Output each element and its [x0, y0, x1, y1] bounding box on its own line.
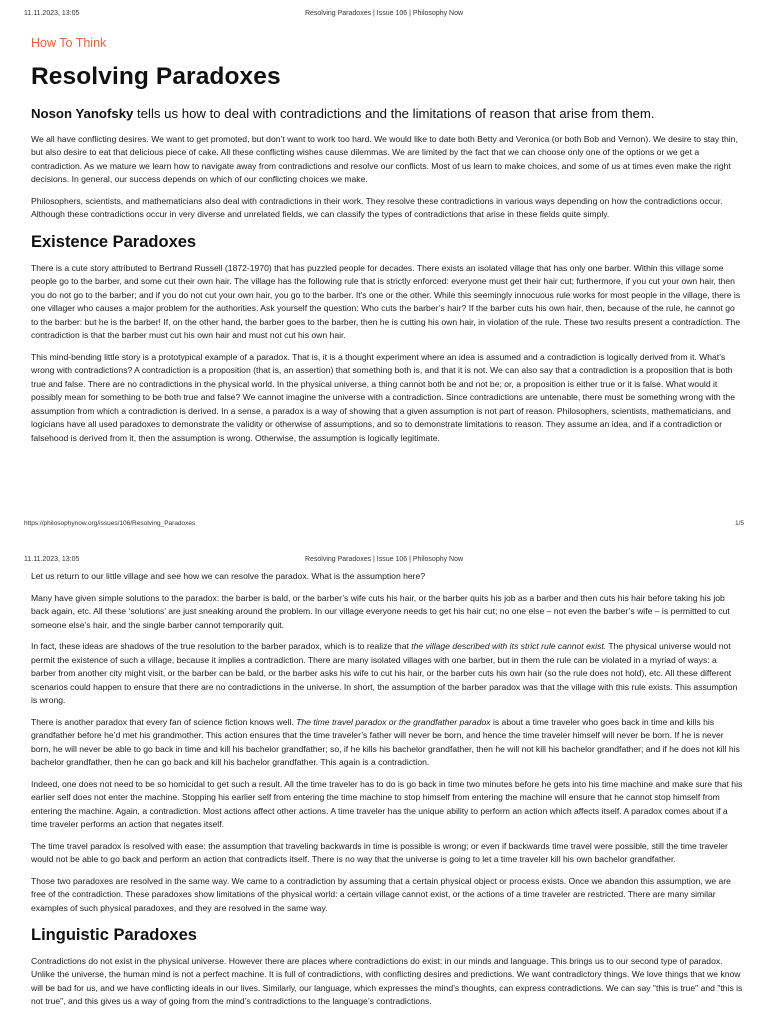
paragraph: [31, 716, 743, 770]
standfirst: [31, 105, 743, 123]
emphasis: The time travel paradox or the grandfather paradox: [296, 716, 491, 727]
paragraph: The time travel paradox is resolved with ease: the assumption that traveling backwards in time is possible is wrong; or even if backwards time travel were possible, still the time traveler would not be able to go back and perform an action that contradicts itself. There is no way that the universe is going to let a time traveler kill his own bachelor grandfather.: [31, 840, 728, 864]
print-title: Resolving Paradoxes | Issue 106 | Philosophy Now: [304, 556, 464, 563]
section-heading-existence: Existence Paradoxes: [31, 232, 197, 251]
paragraph: There is a cute story attributed to Bertrand Russell (1872-1970) that has puzzled people for decades. There exists an isolated village that has only one barber. Within this village some people go to the barber, and some cut their own hair. The village has the following rule that is strictly enforced: everyone must get their hair cut; furthermore, if you cut your own hair, then you do not go to the barber; and if you do not cut your own hair, you go to the barber. It's one or the other. While this seemingly innocuous rule works for most people in the village, there is one villager who causes a major problem for the authorities. Ask yourself the question: Who cuts the barber’s hair? If the barber cuts his own hair, then, because of the rule, he cannot go to the barber: but he is the barber! If, on the other hand, the barber goes to the barber, then he is cutting his own hair, in violation of the rule. These two results present a contradiction. The contradiction is that the barber must cut his own hair and must not cut his own hair.: [31, 262, 741, 341]
text-run: The physical universe would not permit the existence of such a village, because it implies a contradiction. There are many isolated villages with one barber, but in them the rule can be violated in a myriad of ways: a barber from another city might visit, or the barber can be bald, or the barber asks his wife to cut his hair, or the barber cuts his own hair (so the rule does not hold), etc. All these different scenarios could happen to ensure that there are no contradictions in the universe. In short, the assumption of the barber paradox was that the village with this rule exists. This assumption is wrong.: [31, 641, 738, 705]
paragraph: Those two paradoxes are resolved in the same way. We came to a contradiction by assuming that a certain physical object or process exists. Once we abandon this assumption, we are free of the contradiction. These paradoxes show limitations of the physical world: a certain village cannot exist, or the actions of a time traveler are restricted. There are many similar examples of such physical paradoxes, and they are resolved in the same way.: [31, 875, 731, 913]
emphasis: the village described with its strict rule cannot exist.: [411, 641, 607, 651]
paragraph: This mind-bending little story is a prototypical example of a paradox. That is, it is a thought experiment where an idea is assumed and a contradiction is logically derived from it. What’s wrong with contradictions? A contradiction is a proposition (that is, an assertion) that something both is, and that it is not. We can also say that a contradiction is a proposition that is both true and false. There are no contradictions in the physical world. In the physical universe, a thing cannot both be and not be; or, a proposition is either true or it is false. What would it possibly mean for something to be both true and false? We cannot imagine the universe with a contradiction. Since contradictions are untenable, there must be something wrong with the assumption from which a contradiction is derived. In a sense, a paradox is a way of showing that a given assumption is not part of reason. Philosophers, scientists, mathematicians, and logicians have all used paradoxes to demonstrate the validity or otherwise of assumptions, and so to demonstrate limitations to reason. They assume an idea, and if a contradiction or falsehood is derived from it, then the assumption is wrong. Otherwise, the assumption is logically legitimate.: [31, 351, 735, 443]
page-separator: [0, 538, 768, 546]
paragraph: Contradictions do not exist in the physical universe. However there are places where contradictions do exist: in our minds and language. This brings us to our second type of paradox. Unlike the universe, the human mind is not a perfect machine. It is full of contradictions, with conflicting desires and predictions. We want contradictory things. We love things that we know will be bad for us, and we have conflicting ideals in our lives. Similarly, our language, which expresses the mind’s thoughts, can express contradictions. We can say "this is true" and "this is not true", and this gives us a way of going from the mind’s contradictions to the language’s contradictions.: [31, 955, 743, 1007]
text-run: is about a time traveler who goes back in time and kills his grandfather before he’d met his grandmother. This action ensures that the time traveler’s father will never be born, and hence the time traveler himself will never be born. If he is never born, he will never be able to go back in time and kill his bachelor grandfather; so, if he kills his bachelor grandfather, then he will not kill his bachelor grandfather; and if he does not kill his bachelor grandfather, then he can go back and kill his bachelor grandfather. This again is a contradiction.: [31, 716, 740, 767]
text-run: In fact, these ideas are shadows of the true resolution to the barber paradox, which is to realize that: [31, 641, 412, 651]
print-date: 11.11.2023, 13:05: [24, 556, 80, 563]
standfirst-text: tells us how to deal with contradictions and the limitations of reason that arise from them.: [133, 105, 655, 121]
pdf-page-2: [0, 546, 768, 1024]
print-title: Resolving Paradoxes | Issue 106 | Philosophy Now: [304, 10, 464, 17]
text-run: There is another paradox that every fan of science fiction knows well.: [31, 716, 297, 727]
category-link[interactable]: How To Think: [31, 36, 107, 50]
page-header: [24, 10, 744, 22]
page-header: [24, 556, 744, 568]
print-date: 11.11.2023, 13:05: [24, 10, 80, 17]
article-title: Resolving Paradoxes: [31, 63, 281, 90]
section-heading-linguistic: Linguistic Paradoxes: [31, 926, 197, 944]
page-url: https://philosophynow.org/issues/106/Resolving_Paradoxes: [24, 520, 196, 527]
article-body-continued: [31, 570, 743, 1017]
page-number: 1/5: [734, 520, 744, 527]
paragraph: Philosophers, scientists, and mathematicians also deal with contradictions in their work. They resolve these contradictions in various ways depending on how the contradictions occur. Although these contradictions occur in very diverse and unrelated fields, we can classify the types of contradictions that arise in these fields quite simply.: [31, 195, 723, 220]
paragraph: Indeed, one does not need to be so homicidal to get such a result. All the time traveler has to do is go back in time two minutes before he gets into his time machine and make sure that his earlier self does not enter the machine. Stopping his earlier self from entering the time machine to stop himself from entering the machine will ensure that he cannot stop himself from entering the machine. Again, a contradiction. Most actions affect other actions. A time traveler has the unique ability to perform an action which affects itself. A paradox comes about if a time traveler performs an action that negates itself.: [31, 778, 743, 829]
page-footer: [24, 520, 744, 530]
paragraph: We all have conflicting desires. We want to get promoted, but don’t want to work too hard. We would like to date both Betty and Veronica (or both Bob and Vernon). We desire to stay thin, but also desire to eat that delicious piece of cake. All these conflicting wishes cause dilemmas. We are limited by the fact that we can choose only one of the options or we get a contradiction. As we mature we learn how to navigate away from contradictions and resolve our conflicts. Most of us learn to make choices, and some of us at times even make the right decisions. In general, our success depends on which of our conflicting choices we make.: [31, 133, 738, 185]
article-body: [31, 36, 743, 453]
paragraph: Many have given simple solutions to the paradox: the barber is bald, or the barber’s wife cuts his hair, or the barber quits his job as a barber and then cuts his hair before taking his job back again, etc. All these ‘solutions’ are just sneaking around the problem. In our village everyone needs to get his hair cut; no one else – not even the barber’s wife – is permitted to cut someone else’s hair, and the single barber cannot temporarily quit.: [31, 592, 730, 630]
paragraph: Let us return to our little village and see how we can resolve the paradox. What is the assumption here?: [31, 571, 426, 581]
author-name: Noson Yanofsky: [31, 105, 134, 121]
paragraph: [31, 640, 743, 708]
